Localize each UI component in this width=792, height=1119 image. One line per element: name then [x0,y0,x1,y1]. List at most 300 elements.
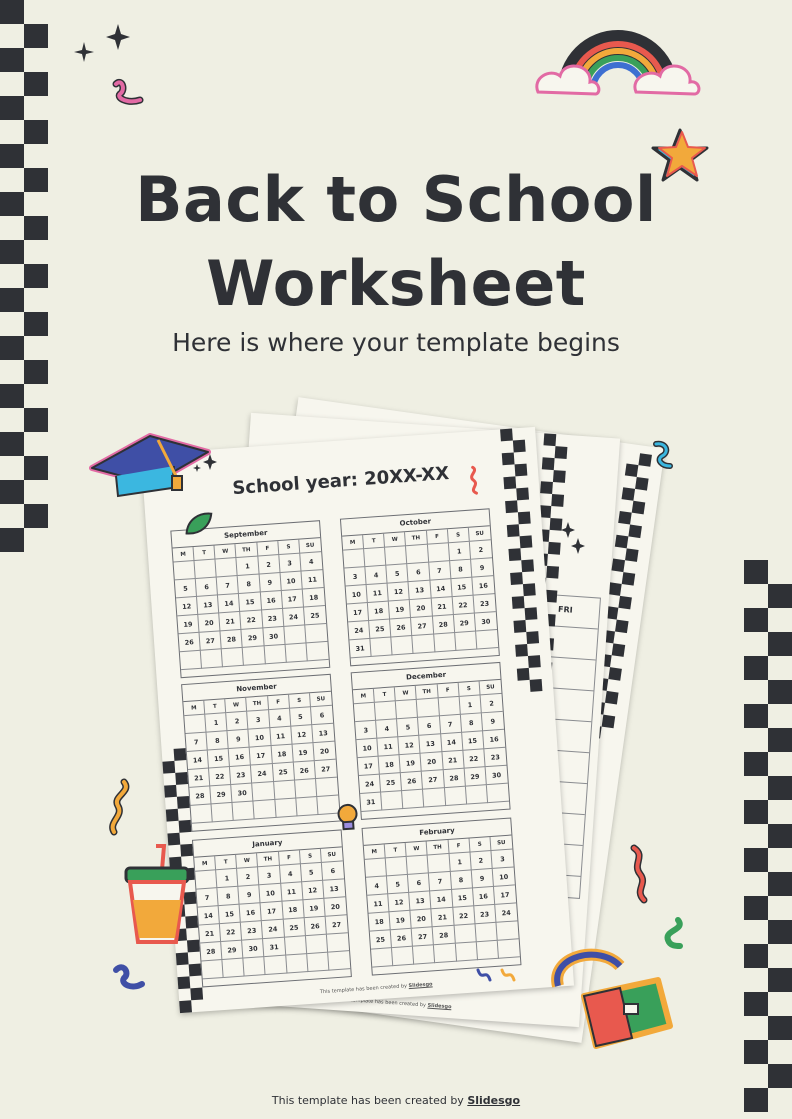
day-cell: 27 [315,760,337,779]
day-cell: 6 [196,577,218,596]
day-cell: 2 [470,540,492,559]
day-cell: 23 [474,905,496,924]
squiggle-icon [104,778,134,836]
day-cell [284,625,306,644]
day-cell: 17 [358,757,380,776]
day-cell [343,549,365,568]
day-cell: 14 [218,594,240,613]
day-cell: 27 [325,915,347,934]
day-cell [212,803,234,822]
day-cell: 13 [323,879,345,898]
footer-credit-text: This template has been created by [271,1094,468,1107]
day-cell: 6 [408,563,430,582]
squiggle-icon [658,916,686,950]
day-cell [476,630,498,649]
weekday-header: M [194,856,216,871]
day-cell [407,855,429,874]
day-cell: 29 [221,941,243,960]
weekday-header: T [374,687,396,702]
day-cell: 29 [242,628,264,647]
day-cell: 16 [473,887,495,906]
day-cell [455,632,477,651]
weekday-header: TH [405,531,427,546]
day-cell: 30 [485,766,507,785]
day-cell [438,697,460,716]
rainbow-icon [532,30,704,100]
day-cell: 12 [399,736,421,755]
worksheet-front-page [141,427,574,1013]
day-cell: 20 [324,897,346,916]
weekday-header: M [364,844,386,859]
squiggle-icon [112,78,146,108]
day-cell: 10 [493,867,515,886]
day-cell [455,942,477,961]
day-cell: 18 [379,755,401,774]
day-cell [354,703,376,722]
day-cell: 2 [470,851,492,870]
day-cell: 13 [409,581,431,600]
day-cell: 9 [259,573,281,592]
day-cell: 22 [241,610,263,629]
day-cell: 12 [176,597,198,616]
weekday-header: S [289,693,311,708]
squiggle-icon [465,465,485,496]
title-line-1: Back to School [135,163,657,236]
day-cell: 3 [491,850,513,869]
weekday-header: T [194,546,216,561]
weekday-header: F [448,838,470,853]
weekday-header: SU [490,836,512,851]
month-calendar [362,818,522,976]
day-cell [496,921,518,940]
day-cell: 4 [366,876,388,895]
day-cell: 19 [390,911,412,930]
sparkle-icon [72,22,132,72]
day-cell: 16 [240,903,262,922]
day-cell: 15 [239,592,261,611]
day-cell: 31 [360,793,382,812]
day-cell: 16 [229,748,251,767]
day-cell [392,947,414,966]
day-cell: 11 [270,727,292,746]
day-column-label: FRI [557,604,573,615]
day-cell [306,935,328,954]
day-cell: 19 [292,743,314,762]
day-cell [222,648,244,667]
month-name: January [252,838,283,849]
day-cell: 7 [429,872,451,891]
day-cell: 1 [205,713,227,732]
day-cell: 13 [312,724,334,743]
day-cell: 24 [359,775,381,794]
day-cell: 14 [441,733,463,752]
day-cell: 16 [483,730,505,749]
day-cell: 2 [226,712,248,731]
day-cell: 4 [365,566,387,585]
weekday-header: F [279,850,301,865]
day-cell: 8 [450,870,472,889]
weekday-header: W [384,532,406,547]
day-cell: 23 [473,594,495,613]
day-cell: 20 [410,599,432,618]
day-cell [327,933,349,952]
day-cell: 13 [197,595,219,614]
month-name: October [399,517,432,528]
day-cell [454,924,476,943]
sparkle-icon [192,452,218,474]
day-cell: 6 [408,873,430,892]
day-cell: 10 [356,739,378,758]
day-cell: 26 [294,761,316,780]
day-cell: 22 [452,596,474,615]
day-cell [385,546,407,565]
day-cell: 21 [442,751,464,770]
day-cell: 24 [251,764,273,783]
day-cell [498,939,520,958]
squiggle-icon [626,844,656,904]
day-cell [364,548,386,567]
day-cell [223,959,245,978]
day-cell: 11 [367,894,389,913]
day-cell: 18 [303,588,325,607]
weekday-header: T [215,855,237,870]
day-cell: 26 [391,929,413,948]
day-cell: 10 [249,728,271,747]
day-cell: 12 [291,725,313,744]
day-cell [423,788,445,807]
month-calendar [351,662,511,820]
weekday-header: F [257,541,279,556]
day-cell: 5 [397,718,419,737]
day-cell: 20 [411,909,433,928]
day-cell [413,945,435,964]
sheet-credit: This template has been created by Slidesgo [338,996,452,1011]
weekday-header: F [427,529,449,544]
day-cell: 22 [453,906,475,925]
day-cell [445,787,467,806]
day-cell: 20 [313,742,335,761]
weekday-header: W [226,698,248,713]
day-cell: 28 [221,630,243,649]
sheet-credit: This template has been created by Slidesgo [319,981,433,996]
day-cell: 3 [344,567,366,586]
day-cell: 4 [376,719,398,738]
month-name: September [223,528,268,540]
weekday-header: M [342,535,364,550]
day-cell: 12 [388,893,410,912]
day-cell: 15 [208,749,230,768]
day-cell: 31 [263,938,285,957]
weekday-header: TH [247,696,269,711]
weekday-header: S [278,540,300,555]
weekday-header: TH [427,840,449,855]
day-cell: 10 [346,585,368,604]
squiggle-icon [112,962,146,992]
day-cell: 13 [420,734,442,753]
lightbulb-icon [334,802,362,834]
weekday-header: S [458,681,480,696]
month-calendar [170,520,330,678]
day-cell: 11 [281,882,303,901]
day-cell: 14 [198,906,220,925]
day-cell: 25 [304,606,326,625]
day-cell [386,857,408,876]
day-cell: 31 [349,639,371,658]
day-cell: 9 [482,712,504,731]
day-cell: 30 [475,612,497,631]
day-cell: 11 [301,570,323,589]
day-cell: 25 [369,619,391,638]
day-cell [365,858,387,877]
squiggle-icon [474,966,518,986]
day-cell [201,960,223,979]
day-cell [296,797,318,816]
month-calendar [192,829,352,987]
day-cell: 23 [241,921,263,940]
day-cell: 27 [412,927,434,946]
day-cell: 20 [198,613,220,632]
weekday-header: SU [479,680,501,695]
day-cell [476,941,498,960]
day-cell: 23 [484,748,506,767]
day-cell: 19 [177,615,199,634]
day-cell: 3 [355,721,377,740]
day-cell: 23 [230,766,252,785]
day-cell: 30 [263,627,285,646]
day-cell [428,543,450,562]
day-cell: 2 [237,867,259,886]
day-cell: 1 [449,542,471,561]
leaf-icon [183,512,215,538]
day-cell: 9 [471,869,493,888]
day-cell: 5 [175,579,197,598]
day-cell [328,951,350,970]
day-cell: 28 [433,926,455,945]
page-subtitle: Here is where your template begins [172,328,620,357]
day-cell [264,645,286,664]
weekday-header: TH [236,543,258,558]
day-cell: 25 [283,918,305,937]
weekday-header: SU [310,692,332,707]
weekday-header: S [448,528,470,543]
day-cell: 9 [228,730,250,749]
day-cell: 14 [187,751,209,770]
day-cell: 9 [239,885,261,904]
day-cell: 17 [282,590,304,609]
day-cell: 2 [480,694,502,713]
day-cell [428,854,450,873]
day-cell [316,778,338,797]
day-cell [406,545,428,564]
day-cell: 21 [220,612,242,631]
day-cell: 17 [250,746,272,765]
weekday-header: F [268,695,290,710]
day-cell: 16 [260,591,282,610]
day-cell: 24 [262,920,284,939]
day-cell [265,956,287,975]
day-cell [274,781,296,800]
weekday-header: M [353,689,375,704]
day-cell: 26 [304,917,326,936]
day-cell: 7 [196,888,218,907]
day-cell: 7 [429,561,451,580]
weekday-header: F [437,683,459,698]
day-cell: 15 [452,888,474,907]
day-cell: 6 [418,716,440,735]
day-cell: 29 [210,785,232,804]
day-cell: 22 [220,923,242,942]
weekday-header: T [363,534,385,549]
month-calendar [181,674,341,832]
day-cell [307,953,329,972]
weekday-header: W [236,853,258,868]
day-cell [254,800,276,819]
day-cell: 15 [219,905,241,924]
day-cell: 26 [390,618,412,637]
day-cell [253,782,275,801]
day-cell: 19 [400,754,422,773]
drink-cup-icon [118,842,196,950]
day-cell [396,700,418,719]
day-cell: 23 [262,609,284,628]
day-cell: 25 [272,763,294,782]
day-cell: 8 [238,575,260,594]
weekday-header: M [183,701,205,716]
month-name: February [419,826,455,837]
day-cell: 13 [409,891,431,910]
day-cell [286,954,308,973]
day-cell [285,936,307,955]
day-cell: 17 [261,902,283,921]
weekday-header: SU [321,847,343,862]
day-cell: 1 [216,869,238,888]
day-cell: 21 [199,924,221,943]
day-cell: 14 [430,579,452,598]
day-cell: 12 [388,582,410,601]
day-cell: 5 [387,875,409,894]
sparkle-icon [560,520,586,554]
day-cell: 5 [301,863,323,882]
day-cell: 6 [311,706,333,725]
day-cell: 19 [389,600,411,619]
day-cell: 11 [367,584,389,603]
day-cell: 24 [348,621,370,640]
day-cell: 9 [471,558,493,577]
page-title [0,158,792,326]
day-cell: 26 [401,772,423,791]
day-cell: 5 [290,707,312,726]
day-cell [434,633,456,652]
day-cell [244,957,266,976]
day-cell [184,715,206,734]
day-cell [413,634,435,653]
day-cell: 7 [217,576,239,595]
day-cell: 24 [495,903,517,922]
day-cell [475,923,497,942]
day-cell: 27 [200,631,222,650]
day-cell: 21 [188,768,210,787]
day-cell [233,801,255,820]
day-cell: 25 [380,773,402,792]
weekday-header: TH [257,852,279,867]
day-cell [375,701,397,720]
day-cell [487,784,509,803]
day-cell: 20 [421,752,443,771]
day-cell: 30 [242,939,264,958]
day-cell: 1 [449,852,471,871]
month-calendar [340,508,500,666]
weekday-header: T [204,699,226,714]
weekday-header: W [215,544,237,559]
day-cell: 27 [411,617,433,636]
day-cell: 19 [303,899,325,918]
weekday-header: S [469,837,491,852]
day-cell: 3 [258,866,280,885]
day-cell: 4 [280,864,302,883]
day-cell: 18 [271,745,293,764]
day-cell: 18 [368,602,390,621]
day-cell: 16 [472,576,494,595]
day-cell: 12 [302,881,324,900]
weekday-header: W [406,841,428,856]
day-cell [195,870,217,889]
weekday-header: T [385,843,407,858]
day-cell: 28 [443,769,465,788]
month-name: December [405,670,447,682]
day-cell [216,558,238,577]
day-cell [174,561,196,580]
day-cell: 8 [218,887,240,906]
day-cell: 3 [248,710,270,729]
day-cell: 1 [237,557,259,576]
month-name: November [236,682,277,694]
day-cell: 28 [433,615,455,634]
day-cell: 28 [200,942,222,961]
day-cell [306,642,328,661]
day-cell: 15 [451,578,473,597]
day-cell [191,804,213,823]
day-cell [381,791,403,810]
day-cell [392,636,414,655]
day-cell: 21 [432,908,454,927]
footer-brand-link[interactable]: Slidesgo [467,1094,521,1107]
weekday-header: S [300,849,322,864]
day-cell: 8 [450,560,472,579]
day-cell: 27 [422,770,444,789]
day-cell [285,643,307,662]
day-cell: 30 [232,783,254,802]
title-line-2: Worksheet [206,247,586,320]
day-cell [243,646,265,665]
footer-credit [0,1094,792,1107]
right-checker-strip [744,560,792,1119]
day-cell: 22 [209,767,231,786]
weekday-header: M [173,547,195,562]
worksheet-title: School year: 20XX-XX [231,463,450,500]
day-cell: 29 [454,614,476,633]
day-cell: 10 [280,572,302,591]
day-cell [275,798,297,817]
day-cell [201,649,223,668]
day-cell: 11 [377,737,399,756]
day-cell: 7 [440,715,462,734]
day-cell: 21 [431,597,453,616]
day-cell [371,948,393,967]
day-cell [434,944,456,963]
weekday-header: W [395,686,417,701]
day-cell: 28 [189,786,211,805]
day-cell: 29 [464,767,486,786]
